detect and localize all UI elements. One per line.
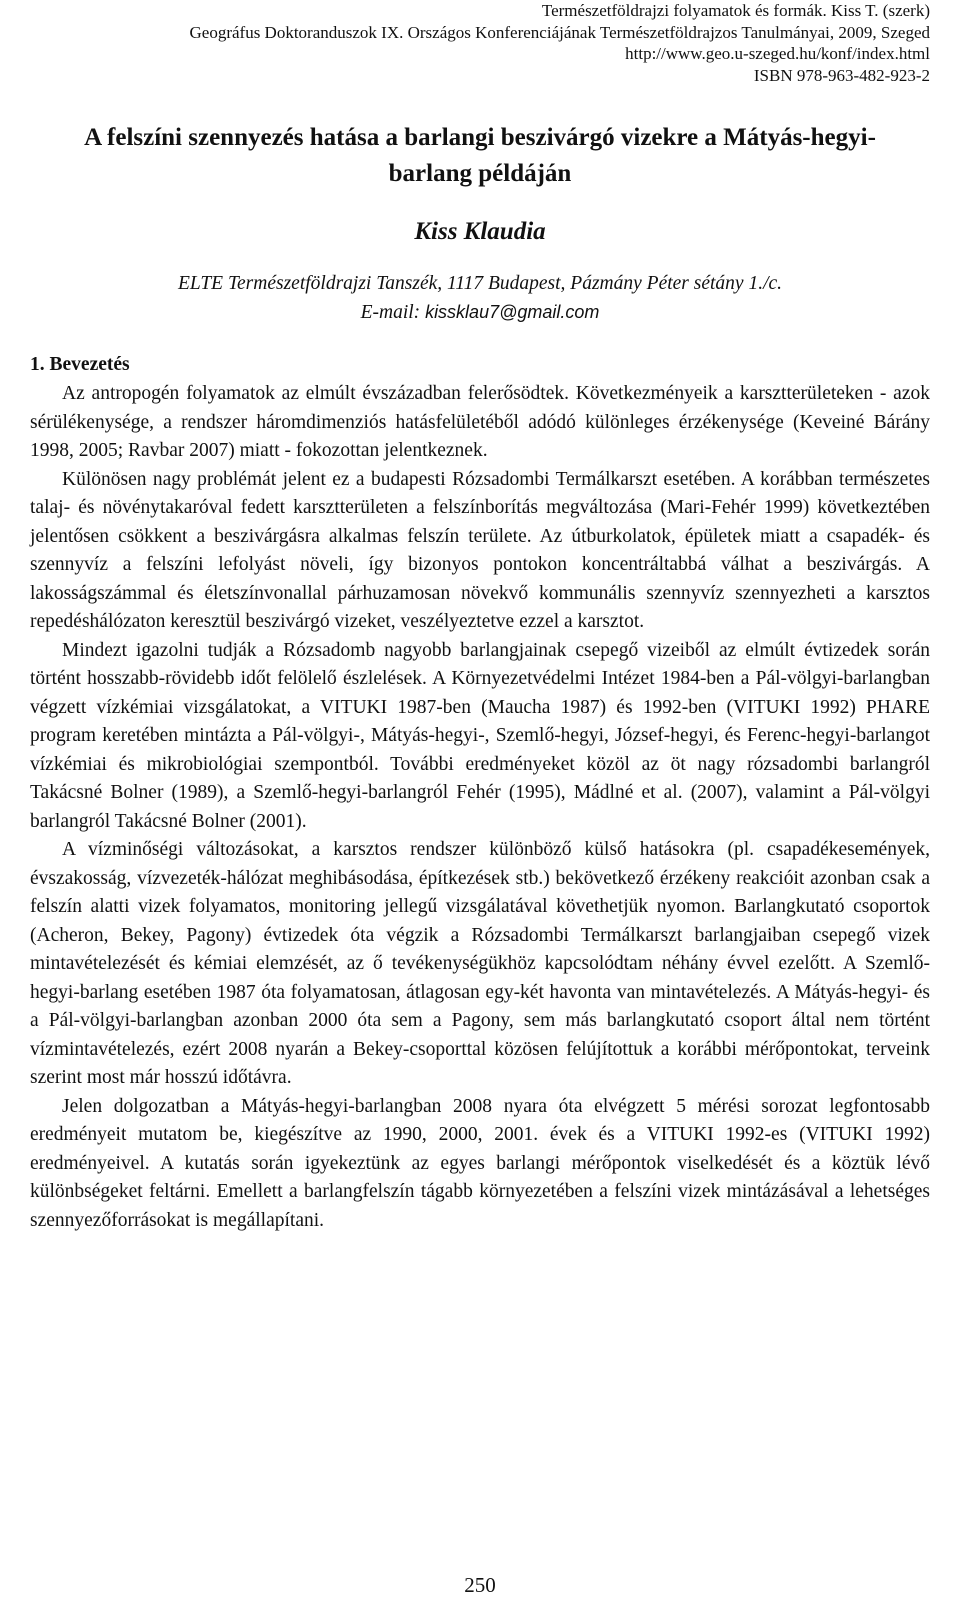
header-url: http://www.geo.u-szeged.hu/konf/index.html (625, 44, 930, 63)
affiliation-email-line (30, 298, 930, 327)
paragraph-1: Az antropogén folyamatok az elmúlt évszázadban felerősödtek. Következményeik a karsztterületeken - azok sérülékenysége, a rendszer háromdimenziós hatásfelületéből adódó különleges érzékenysége (Keveiné Bárány 1998, 2005; Ravbar 2007) miatt - fokozottan jelentkeznek. (30, 383, 930, 461)
author-name: Kiss Klaudia (414, 218, 546, 245)
article-title (30, 120, 930, 192)
email-label: E-mail: (360, 302, 426, 323)
paragraph-3: Mindezt igazolni tudják a Rózsadomb nagyobb barlangjainak csepegő vizeiből az elmúlt évtizedek során történt hosszabb-rövidebb időt felölelő észlelések. A Környezetvédelmi Intézet 1984-ben a Pál-völgyi-barlangban végzett vízkémiai vizsgálatokat, a VITUKI 1987-ben (Maucha 1987) és 1992-ben (VITUKI 1992) PHARE program keretében mintázta a Pál-völgyi-, Mátyás-hegyi-, Szemlő-hegyi, József-hegyi, és Ferenc-hegyi-barlangot vízkémiai és mikrobiológiai szempontból. További eredményeket közöl az öt nagy rózsadombi barlangról Takácsné Bolner (1989), a Szemlő-hegyi-barlangról Fehér (1995), Mádlné et al. (2007), valamint a Pál-völgyi barlangról Takácsné Bolner (2001). (30, 639, 930, 832)
paragraph-2: Különösen nagy problémát jelent ez a budapesti Rózsadombi Termálkarszt esetében. A korábban természetes talaj- és növénytakaróval fedett karsztterületen a felszínborítás megváltozása (Mari-Fehér 1999) következtében jelentősen csökkent a beszivárgásra alkalmas felszín területe. Az útburkolatok, épületek miatt a csapadék- és szennyvíz a felszíni lefolyást növeli, így bizonyos pontokon koncentráltabbá válhat a beszivárgás. A lakosságszámmal és életszínvonallal párhuzamosan növekvő kommunális szennyvíz szennyezheti a karsztos repedéshálózaton keresztül beszivárgó vizeket, veszélyeztetve ezzel a karsztot. (30, 468, 930, 632)
article-body (30, 380, 930, 1235)
header-conference: Geográfus Doktoranduszok IX. Országos Konferenciájának Természetföldrajzos Tanulmányai, 2009, Szeged (189, 22, 930, 42)
header-book-title: Természetföldrajzi folyamatok és formák. Kiss T. (szerk) (541, 1, 930, 20)
running-header (190, 0, 931, 86)
article-title-line-2: barlang példáján (388, 160, 572, 187)
author-affiliation (30, 270, 930, 327)
section-heading: 1. Bevezetés (30, 354, 130, 375)
affiliation-address: ELTE Természetföldrajzi Tanszék, 1117 Budapest, Pázmány Péter sétány 1./c. (177, 273, 783, 294)
paragraph-5: Jelen dolgozatban a Mátyás-hegyi-barlangban 2008 nyara óta elvégzett 5 mérési sorozat legfontosabb eredményeit mutatom be, kiegészítve az 1990, 2000, 2001. évek és a VITUKI 1992-es (VITUKI 1992) eredményeivel. A kutatás során igyekeztünk az egyes barlangi mérőpontok viselkedését és a köztük lévő különbségeket feltárni. Emellett a barlangfelszín tágabb környezetében a felszíni vizek mintázásával a lehetséges szennyezőforrásokat is megállapítani. (30, 1095, 930, 1231)
paragraph-4: A vízminőségi változásokat, a karsztos rendszer különböző külső hatásokra (pl. csapadékesemények, évszakosság, vízvezeték-hálózat meghibásodása, építkezések stb.) bekövetkező érzékeny reakcióit azonban csak a felszín alatti vizek folyamatos, monitoring jellegű vizsgálatával követhetjük nyomon. Barlangkutató csoportok (Acheron, Bekey, Pagony) évtizedek óta végzik a Rózsadombi Termálkarszt barlangjaiban csepegő vizek mintavételezését és kémiai elemzését, az ő tevékenységükhöz kapcsolódtam néhány évvel ezelőtt. A Szemlő-hegyi-barlang esetében 1987 óta folyamatosan, átlagosan egy-két havonta van mintavételezés. A Mátyás-hegyi- és a Pál-völgyi-barlangban azonban 2000 óta sem a Pagony, sem más barlangkutató csoport által nem történt vízmintavételezés, ezért 2008 nyarán a Bekey-csoporttal közösen felújítottuk a korábbi mérőpontokat, terveink szerint most már hosszú időtávra. (30, 839, 930, 1088)
page-number: 250 (464, 1573, 496, 1597)
email-address: kissklau7@gmail.com (425, 302, 600, 322)
header-isbn: ISBN 978-963-482-923-2 (753, 65, 930, 85)
article-title-line-1: A felszíni szennyezés hatása a barlangi beszivárgó vizekre a Mátyás-hegyi- (84, 124, 876, 151)
